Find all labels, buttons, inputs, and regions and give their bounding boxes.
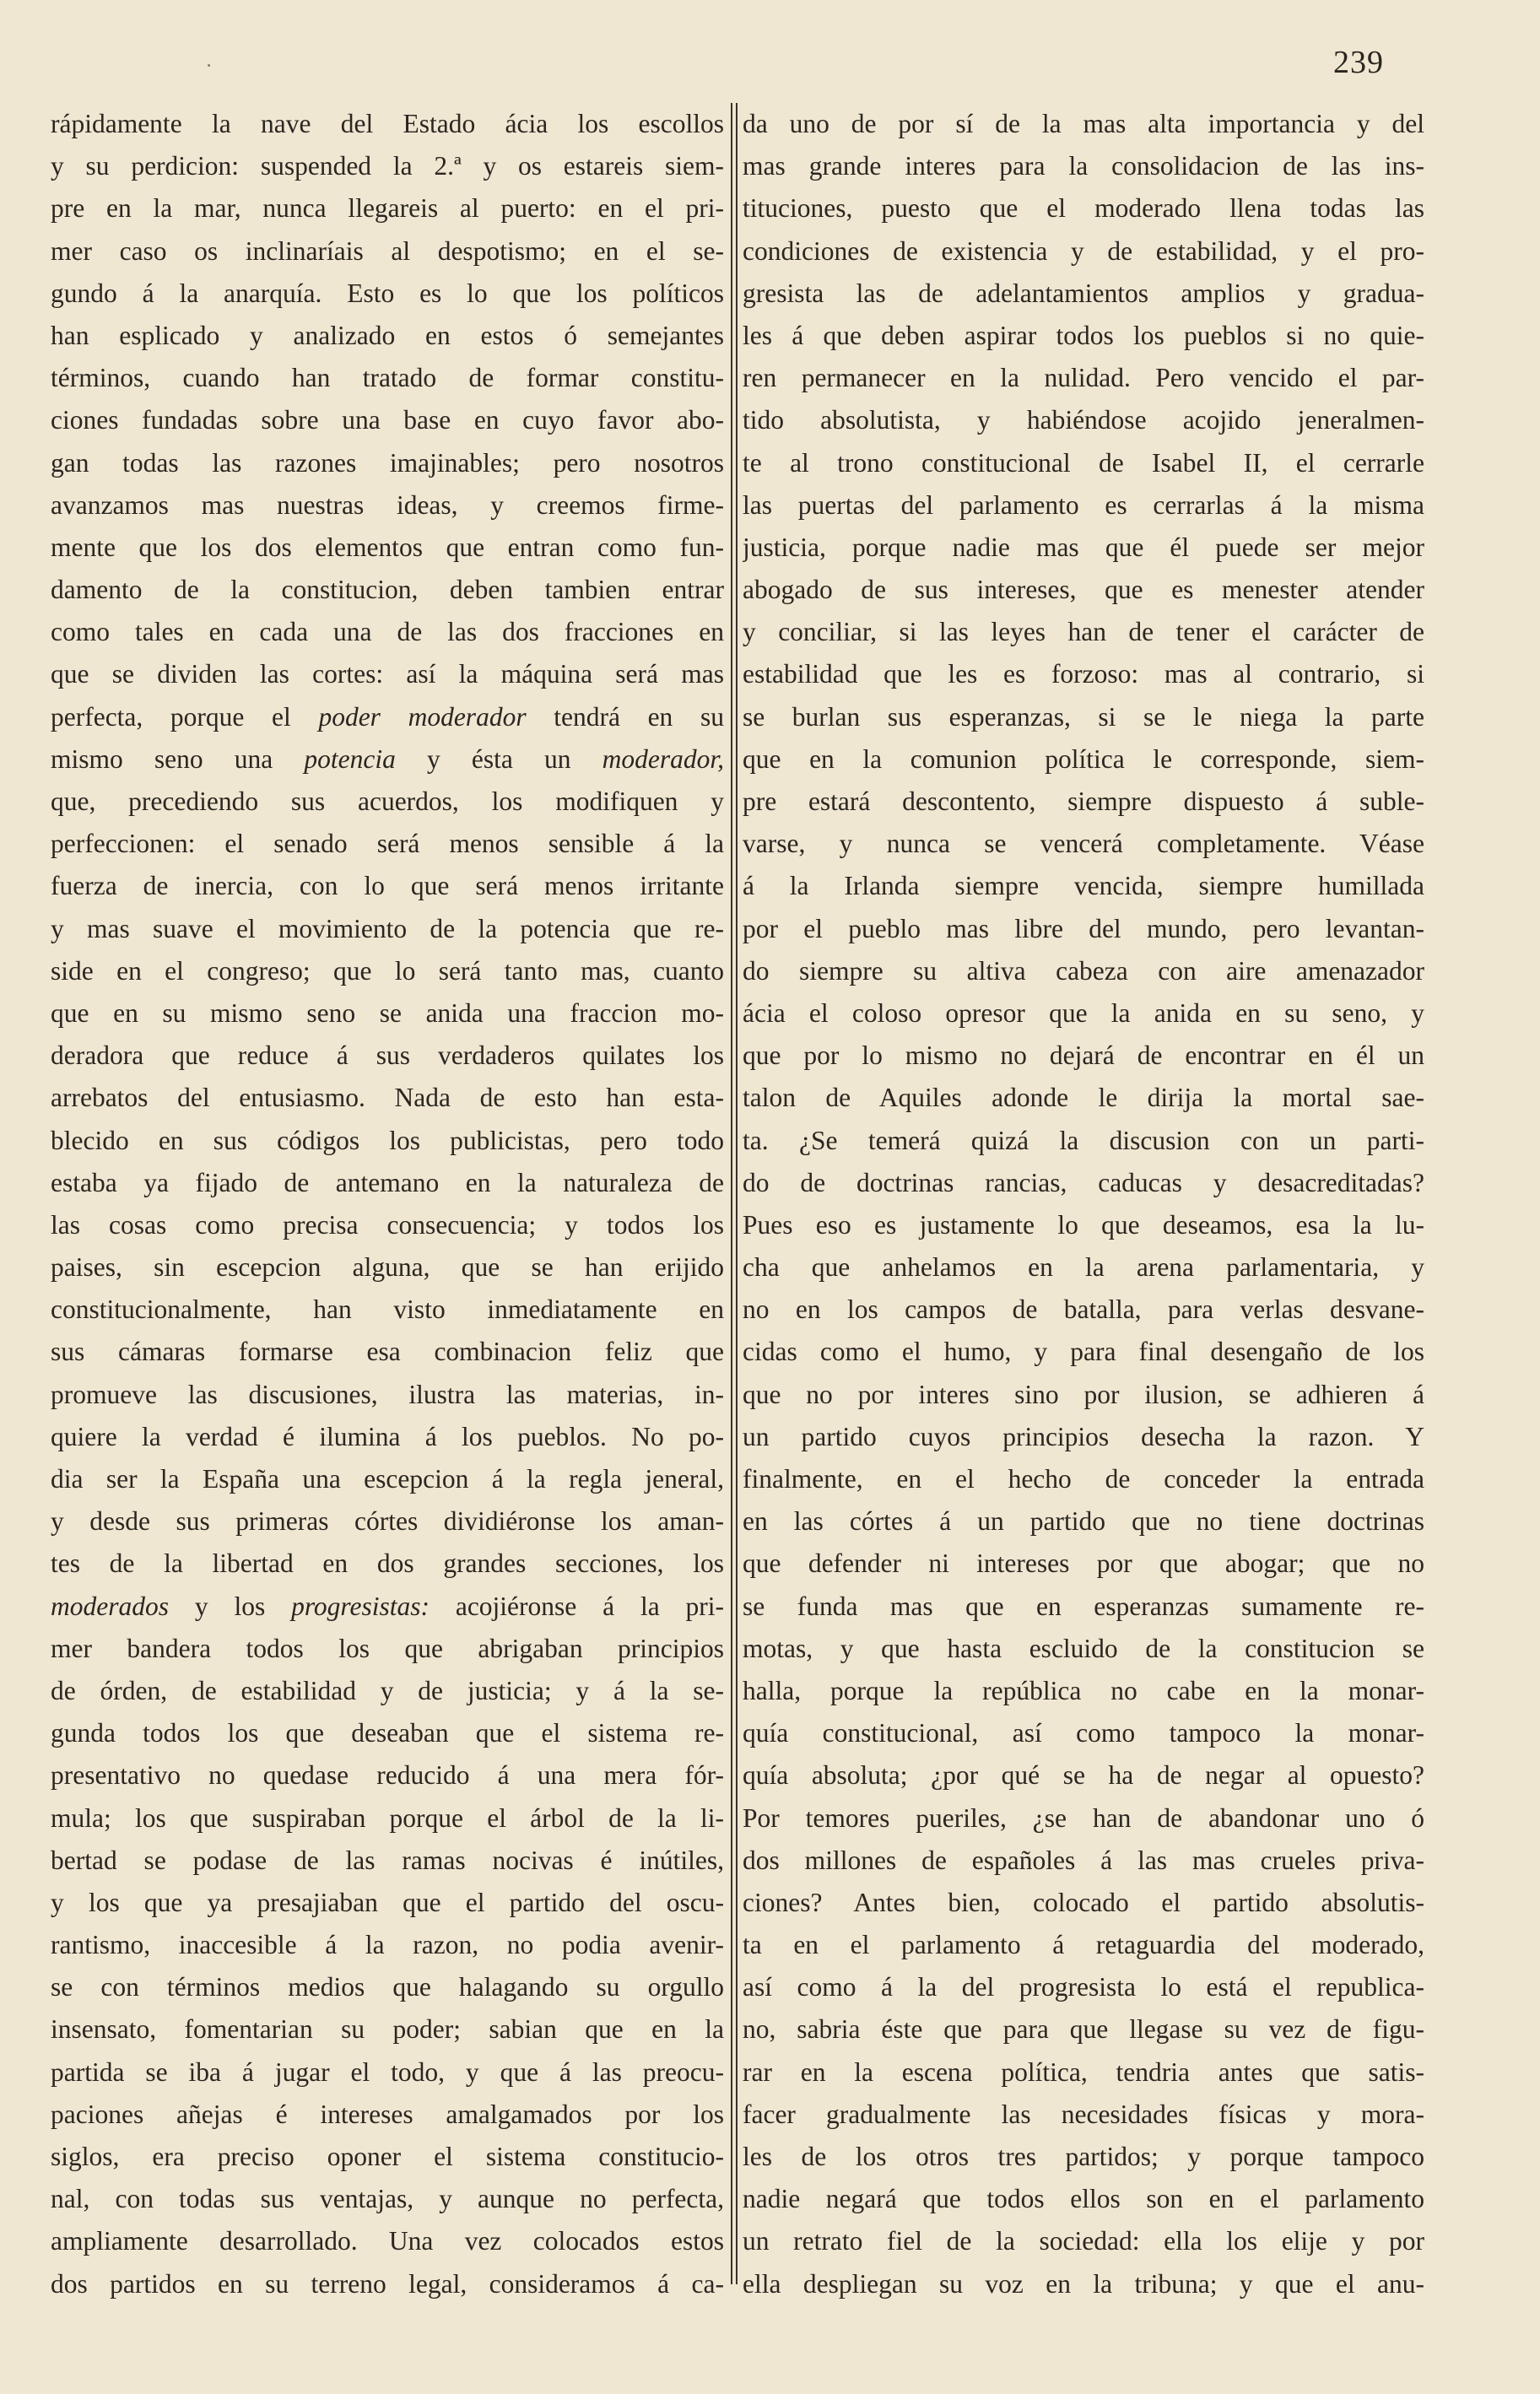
text-line: por el pueblo mas libre del mundo, pero levantan- [743,913,1424,943]
text-line: quía absoluta; ¿por qué se ha de negar al opuesto? [743,1760,1424,1791]
text-line: de órden, de estabilidad y de justicia; y á la se- [51,1675,724,1705]
text-line: como tales en cada una de las dos fracciones en [51,617,724,647]
text-line: halla, porque la república no cabe en la monar- [743,1675,1424,1705]
text-line: sus cámaras formarse esa combinacion feliz que [51,1337,724,1367]
text-line: ren permanecer en la nulidad. Pero vencido el par- [743,363,1424,393]
text-line: ciones? Antes bien, colocado el partido absolutis- [743,1887,1424,1917]
text-line: estaba ya fijado de antemano en la naturaleza de [51,1167,724,1197]
text-line: les de los otros tres partidos; y porque tampoco [743,2142,1424,2171]
text-line: perfeccionen: el senado será menos sensible á la [51,829,724,859]
text-line: que no por interes sino por ilusion, se adhieren á [743,1379,1424,1409]
text-line: ta en el parlamento á retaguardia del moderado, [743,1930,1424,1960]
text-line: cha que anhelamos en la arena parlamentaria, y [743,1252,1424,1283]
text-line: que en su mismo seno se anida una fraccion mo- [51,997,724,1028]
text-line: términos, cuando han tratado de formar constitu- [51,363,724,393]
text-line: justicia, porque nadie mas que él puede ser mejor [743,532,1424,562]
text-line: Pues eso es justamente lo que deseamos, esa la lu- [743,1209,1424,1240]
text-line: facer gradualmente las necesidades físicas y mora- [743,2099,1424,2129]
text-line: mula; los que suspiraban porque el árbol de la li- [51,1802,724,1833]
text-line: tes de la libertad en dos grandes secciones, los [51,1548,724,1579]
text-line: insensato, fomentarian su poder; sabian que en la [51,2014,724,2045]
text-line: fuerza de inercia, con lo que será menos irritante [51,871,724,901]
text-line: da uno de por sí de la mas alta importancia y del [743,109,1424,138]
text-line: do siempre su altiva cabeza con aire amenazador [743,955,1424,986]
text-line: tituciones, puesto que el moderado llena todas las [743,193,1424,224]
text-line: talon de Aquiles adonde le dirija la mortal sae- [743,1083,1424,1113]
text-line: gan todas las razones imajinables; pero nosotros [51,447,724,478]
text-line: á la Irlanda siempre vencida, siempre humillada [743,871,1424,901]
text-line: han esplicado y analizado en estos ó semejantes [51,320,724,350]
text-line: gunda todos los que deseaban que el sistema re- [51,1718,724,1748]
text-line: rar en la escena política, tendria antes que satis- [743,2056,1424,2087]
text-line: las cosas como precisa consecuencia; y todos los [51,1209,724,1240]
page-number: 239 [1333,45,1384,80]
speck [208,64,210,67]
text-line: nal, con todas sus ventajas, y aunque no perfecta, [51,2184,724,2214]
text-line: mer bandera todos los que abrigaban principios [51,1633,724,1663]
text-line: así como á la del progresista lo está el republica- [743,1972,1424,2002]
text-line: que por lo mismo no dejará de encontrar en él un [743,1040,1424,1071]
text-line: paises, sin escepcion alguna, que se han erijido [51,1252,724,1283]
text-line: mente que los dos elementos que entran como fun- [51,532,724,562]
text-line: tido absolutista, y habiéndose acojido jeneralmen- [743,405,1424,435]
text-line: un partido cuyos principios desecha la razon. Y [743,1421,1424,1451]
text-line: abogado de sus intereses, que es menester atender [743,575,1424,605]
text-line: en las córtes á un partido que no tiene doctrinas [743,1506,1424,1537]
text-line: side en el congreso; que lo será tanto mas, cuanto [51,955,724,986]
text-line: moderados y los progresistas: acojiéronse á la pri- [51,1591,724,1621]
text-line: presentativo no quedase reducido á una mera fór- [51,1760,724,1791]
text-line: gresista las de adelantamientos amplios y gradua- [743,278,1424,308]
text-line: y su perdicion: suspended la 2.ª y os estareis siem- [51,151,724,181]
left-text-column [51,103,724,2305]
text-line: ampliamente desarrollado. Una vez colocados estos [51,2226,724,2256]
text-line: partida se iba á jugar el todo, y que á las preocu- [51,2056,724,2087]
text-line: dos millones de españoles á las mas crueles priva- [743,1845,1424,1875]
text-line: gundo á la anarquía. Esto es lo que los políticos [51,278,724,308]
text-line: que en la comunion política le corresponde, siem- [743,743,1424,774]
text-line: paciones añejas é intereses amalgamados por los [51,2099,724,2129]
text-line: las puertas del parlamento es cerrarlas á la misma [743,489,1424,520]
column-divider-rule [731,103,732,2284]
text-line: bertad se podase de las ramas nocivas é inútiles, [51,1845,724,1875]
text-line: cidas como el humo, y para final desengaño de los [743,1337,1424,1367]
text-line: Por temores pueriles, ¿se han de abandonar uno ó [743,1802,1424,1833]
text-line: te al trono constitucional de Isabel II, el cerrarle [743,447,1424,478]
text-line: damento de la constitucion, deben tambien entrar [51,575,724,605]
text-line: se con términos medios que halagando su orgullo [51,1972,724,2002]
text-line: mer caso os inclinaríais al despotismo; en el se- [51,235,724,266]
text-line: ácia el coloso opresor que la anida en su seno, y [743,997,1424,1028]
column-divider-rule [736,103,738,2284]
text-line: quía constitucional, así como tampoco la monar- [743,1718,1424,1748]
text-line: mas grande interes para la consolidacion de las ins- [743,151,1424,181]
text-line: avanzamos mas nuestras ideas, y creemos firme- [51,489,724,520]
text-line: deradora que reduce á sus verdaderos quilates los [51,1040,724,1071]
text-line: no en los campos de batalla, para verlas desvane- [743,1294,1424,1325]
text-line: blecido en sus códigos los publicistas, pero todo [51,1125,724,1155]
text-line: nadie negará que todos ellos son en el parlamento [743,2184,1424,2214]
text-line: motas, y que hasta escluido de la constitucion se [743,1633,1424,1663]
text-line: y los que ya presajiaban que el partido del oscu- [51,1887,724,1917]
text-line: se funda mas que en esperanzas sumamente re- [743,1591,1424,1621]
text-line: dia ser la España una escepcion á la regla jeneral, [51,1464,724,1494]
text-line: estabilidad que les es forzoso: mas al contrario, si [743,659,1424,689]
text-line: constitucionalmente, han visto inmediatamente en [51,1294,724,1325]
text-line: pre en la mar, nunca llegareis al puerto: en el pri- [51,193,724,224]
text-line: pre estará descontento, siempre dispuesto á suble- [743,786,1424,816]
text-line: rápidamente la nave del Estado ácia los escollos [51,109,724,138]
text-line: que defender ni intereses por que abogar; que no [743,1548,1424,1579]
text-line: promueve las discusiones, ilustra las materias, in- [51,1379,724,1409]
text-line: arrebatos del entusiasmo. Nada de esto han esta- [51,1083,724,1113]
text-line: y conciliar, si las leyes han de tener el carácter de [743,617,1424,647]
text-line: y mas suave el movimiento de la potencia que re- [51,913,724,943]
text-line: finalmente, en el hecho de conceder la entrada [743,1464,1424,1494]
text-line: ciones fundadas sobre una base en cuyo favor abo- [51,405,724,435]
text-line: condiciones de existencia y de estabilidad, y el pro- [743,235,1424,266]
text-line: y desde sus primeras córtes dividiéronse los aman- [51,1506,724,1537]
text-line: varse, y nunca se vencerá completamente. Véase [743,829,1424,859]
right-text-column [743,103,1424,2305]
text-line: se burlan sus esperanzas, si se le niega la parte [743,701,1424,732]
text-line: ta. ¿Se temerá quizá la discusion con un parti- [743,1125,1424,1155]
text-line: un retrato fiel de la sociedad: ella los elije y por [743,2226,1424,2256]
text-line: ella despliegan su voz en la tribuna; y que el anu- [743,2268,1424,2299]
text-line: do de doctrinas rancias, caducas y desacreditadas? [743,1167,1424,1197]
text-line: perfecta, porque el poder moderador tendrá en su [51,701,724,732]
text-line: quiere la verdad é ilumina á los pueblos. No po- [51,1421,724,1451]
text-line: rantismo, inaccesible á la razon, no podia avenir- [51,1930,724,1960]
text-line: que se dividen las cortes: así la máquina será mas [51,659,724,689]
text-line: mismo seno una potencia y ésta un moderador, [51,743,724,774]
text-line: no, sabria éste que para que llegase su vez de figu- [743,2014,1424,2045]
text-line: les á que deben aspirar todos los pueblos si no quie- [743,320,1424,350]
text-line: dos partidos en su terreno legal, consideramos á ca- [51,2268,724,2299]
text-line: que, precediendo sus acuerdos, los modifiquen y [51,786,724,816]
text-line: siglos, era preciso oponer el sistema constitucio- [51,2142,724,2171]
